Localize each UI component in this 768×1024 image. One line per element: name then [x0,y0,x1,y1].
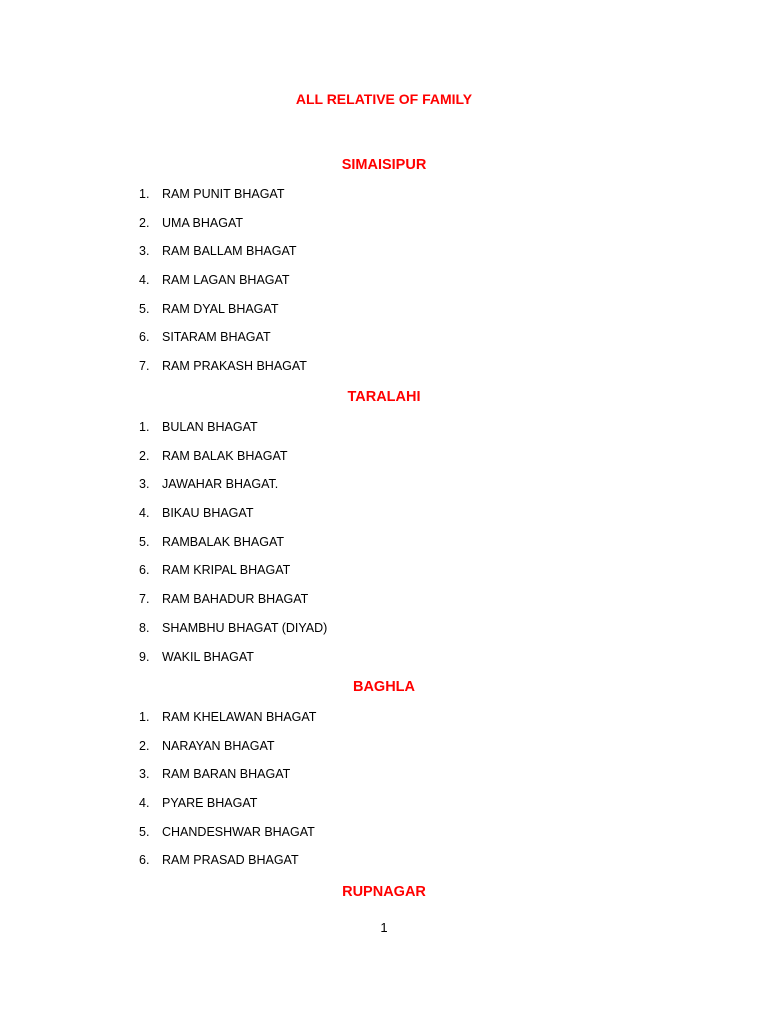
document-title: ALL RELATIVE OF FAMILY [295,91,473,107]
item-name: UMA BHAGAT [162,215,244,230]
item-number: 5. [139,824,150,839]
item-number: 1. [139,187,150,201]
item-name: RAM BALLAM BHAGAT [162,244,297,259]
list-item [0,709,768,738]
list-item [0,852,768,881]
section-heading-rupnagar: RUPNAGAR [342,884,426,900]
item-name: RAM BARAN BHAGAT [162,767,291,782]
list-item [0,476,768,505]
list-item [0,562,768,591]
item-number: 9. [139,649,150,664]
section-heading-taralahi: TARALAHI [347,389,421,405]
list-item [0,329,768,358]
item-name: CHANDESHWAR BHAGAT [162,824,315,839]
item-name: RAM LAGAN BHAGAT [162,273,290,288]
item-number: 1. [139,420,150,434]
item-name: RAM BAHADUR BHAGAT [162,592,309,607]
item-number: 2. [139,215,150,230]
item-number: 3. [139,767,150,782]
item-number: 6. [139,853,150,868]
list-item [0,738,768,767]
item-name: RAM KHELAWAN BHAGAT [162,710,317,724]
list-item [0,186,768,215]
item-number: 7. [139,359,150,374]
item-number: 6. [139,563,150,578]
list-item [0,766,768,795]
item-name: SHAMBHU BHAGAT (DIYAD) [162,620,328,635]
relative-list-simaisipur [0,186,768,387]
item-number: 5. [139,534,150,549]
list-item [0,358,768,387]
list-item [0,591,768,620]
item-name: WAKIL BHAGAT [162,649,254,664]
item-number: 6. [139,330,150,345]
item-number: 4. [139,796,150,811]
item-number: 3. [139,477,150,492]
item-name: RAM PRAKASH BHAGAT [162,359,307,374]
section-heading-simaisipur: SIMAISIPUR [341,157,427,173]
item-name: BIKAU BHAGAT [162,506,254,521]
list-item [0,620,768,649]
item-name: RAM DYAL BHAGAT [162,301,279,316]
item-name: JAWAHAR BHAGAT. [162,477,279,492]
item-number: 2. [139,448,150,463]
item-number: 7. [139,592,150,607]
list-item [0,272,768,301]
item-name: BULAN BHAGAT [162,420,258,434]
item-name: RAMBALAK BHAGAT [162,534,285,549]
list-item [0,534,768,563]
item-number: 5. [139,301,150,316]
item-number: 2. [139,738,150,753]
item-number: 4. [139,506,150,521]
item-name: SITARAM BHAGAT [162,330,271,345]
item-name: NARAYAN BHAGAT [162,738,275,753]
relative-list-baghla [0,709,768,881]
list-item [0,215,768,244]
item-name: RAM PUNIT BHAGAT [162,187,285,201]
list-item [0,649,768,678]
list-item [0,243,768,272]
item-name: PYARE BHAGAT [162,796,258,811]
page-number: 1 [380,920,388,935]
item-number: 3. [139,244,150,259]
list-item [0,824,768,853]
relative-list-taralahi [0,419,768,677]
item-name: RAM PRASAD BHAGAT [162,853,299,868]
list-item [0,505,768,534]
item-number: 8. [139,620,150,635]
list-item [0,301,768,330]
item-name: RAM KRIPAL BHAGAT [162,563,291,578]
list-item [0,419,768,448]
list-item [0,448,768,477]
list-item [0,795,768,824]
item-name: RAM BALAK BHAGAT [162,448,288,463]
item-number: 4. [139,273,150,288]
item-number: 1. [139,710,150,724]
section-heading-baghla: BAGHLA [352,679,416,695]
